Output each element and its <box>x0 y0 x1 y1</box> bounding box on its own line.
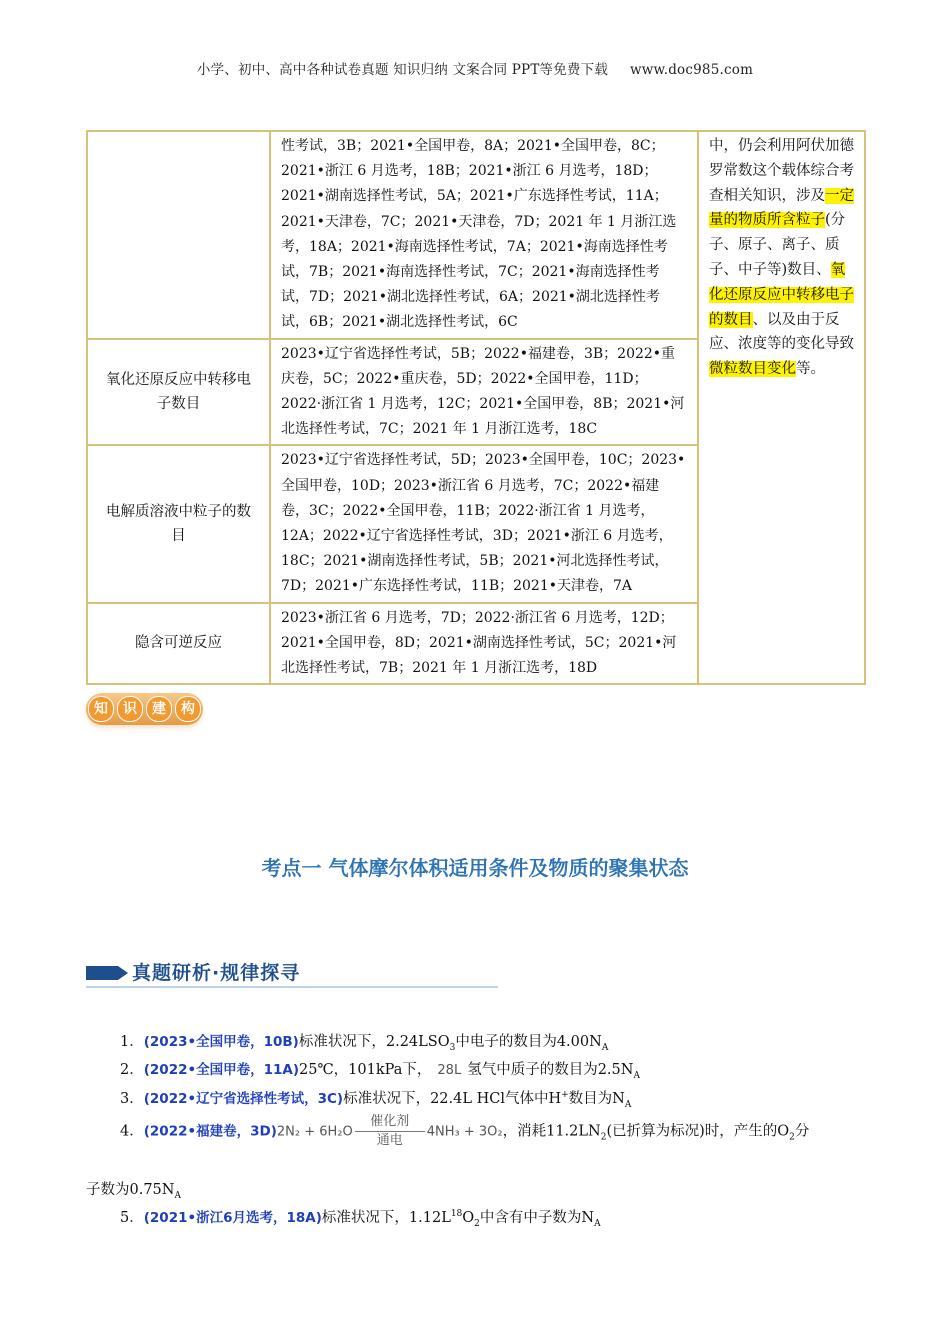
analysis-note-cell: 中，仍会利用阿伏加德罗常数这个载体综合考查相关知识，涉及一定量的物质所含粒子(分子、原子、离子、质子、中子等)数目、氧化还原反应中转移电子的数目、以及由于反应、浓度等的变化导致微粒数目变化等。 <box>698 131 865 684</box>
topic-cell: 氧化还原反应中转移电子数目 <box>87 339 270 446</box>
refs-cell: 2023•辽宁省选择性考试，5B；2022•福建卷，3B；2022•重庆卷，5C；2022•重庆卷，5D；2022•全国甲卷，11D；2022·浙江省 1 月选考，12C；2021•全国甲卷，8B；2021•河北选择性考试，7C；2021 年 1 月浙江选考，18C <box>270 339 698 446</box>
highlight-text: 一定量的物质所含粒子 <box>709 187 854 229</box>
question-source: (2023•全国甲卷，10B) <box>143 1034 299 1050</box>
highlight-text: 微粒数目变化 <box>709 361 796 378</box>
topic-cell <box>87 131 270 339</box>
question-5: 5．(2021•浙江6月选考，18A)标准状况下，$1.12L^{18}O_2$中含有中子数为$N_A$ <box>120 1209 601 1229</box>
topic-cell: 隐含可逆反应 <box>87 603 270 685</box>
question-source: (2022•辽宁省选择性考试，3C) <box>143 1091 344 1107</box>
question-source: (2022•福建卷，3D) <box>143 1123 277 1140</box>
badge-char: 识 <box>117 696 143 722</box>
question-source: (2021•浙江6月选考，18A) <box>143 1210 322 1226</box>
section-title: 考点一 气体摩尔体积适用条件及物质的聚集状态 <box>261 856 689 880</box>
question-2: 2．(2022•全国甲卷，11A)25℃，101kPa下， 28L 氢气中质子的数目为$2.5N_A$ <box>120 1062 640 1081</box>
exam-reference-table <box>86 130 866 685</box>
page-header <box>0 58 950 78</box>
question-1: 1．(2023•全国甲卷，10B)标准状况下，$2.24LSO_3$中电子的数目为$4.00N_A$ <box>120 1034 609 1053</box>
table-row <box>87 131 865 339</box>
equation-left: 2N₂ + 6H₂O <box>276 1124 353 1140</box>
volume-formula: 28L <box>437 1063 462 1078</box>
reaction-condition: 催化剂 通电 <box>355 1114 425 1149</box>
knowledge-badge <box>86 693 203 725</box>
question-source: (2022•全国甲卷，11A) <box>143 1062 300 1078</box>
topic-cell: 电解质溶液中粒子的数目 <box>87 445 270 602</box>
refs-cell: 2023•辽宁省选择性考试，5D；2023•全国甲卷，10C；2023•全国甲卷，10D；2023•浙江省 6 月选考，7C；2022•福建卷，3C；2022•全国甲卷，11B；2022·浙江省 1 月选考，12A；2022•辽宁省选择性考试，3D；2021•浙江 6 月选考，18C；2021•湖南选择性考试，5B；2021•河北选择性考试，7D；2021•广东选择性考试，11B；2021•天津卷，7A <box>270 445 698 602</box>
question-3: 3．(2022•辽宁省选择性考试，3C)标准状况下，22.4L HCl气体中H+数目为$N_A$ <box>120 1090 632 1110</box>
refs-cell: 性考试，3B；2021•全国甲卷，8A；2021•全国甲卷，8C；2021•浙江 6 月选考，18B；2021•浙江 6 月选考，18D；2021•湖南选择性考试，5A；2021•广东选择性考试，11A；2021•天津卷，7C；2021•天津卷，7D；2021 年 1 月浙江选考，18A；2021•海南选择性考试，7A；2021•海南选择性考试，7B；2021•海南选择性考试，7C；2021•海南选择性考试，7D；2021•湖北选择性考试，6A；2021•湖北选择性考试，6B；2021•湖北选择性考试，6C <box>270 131 698 339</box>
banner-arrow-icon <box>118 966 128 980</box>
badge-char: 构 <box>175 696 201 722</box>
equation-right: 4NH₃ + 3O₂ <box>426 1124 503 1140</box>
banner-bar-icon <box>86 966 118 980</box>
header-text: 小学、初中、高中各种试卷真题 知识归纳 文案合同 PPT等免费下载 <box>196 62 609 78</box>
header-site[interactable]: www.doc985.com <box>630 62 754 78</box>
badge-char: 建 <box>146 696 172 722</box>
highlight-text: 氧化还原反应中转移电子的数目 <box>709 261 854 328</box>
refs-cell: 2023•浙江省 6 月选考，7D；2022·浙江省 6 月选考，12D；2021•全国甲卷，8D；2021•湖南选择性考试，5C；2021•河北选择性考试，7B；2021 年 1 月浙江选考，18D <box>270 603 698 685</box>
sub-banner-title: 真题研析·规律探寻 <box>132 962 301 984</box>
question-4-continued: 子数为$0.75N_A$ <box>86 1182 181 1201</box>
badge-char: 知 <box>88 696 114 722</box>
question-4: 4．(2022•福建卷，3D)2N₂ + 6H₂O 催化剂 通电 4NH₃ + 3O₂，消耗$11.2LN_2$(已折算为标况)时，产生的$O_2$分 <box>120 1114 810 1148</box>
sub-banner <box>86 958 498 988</box>
